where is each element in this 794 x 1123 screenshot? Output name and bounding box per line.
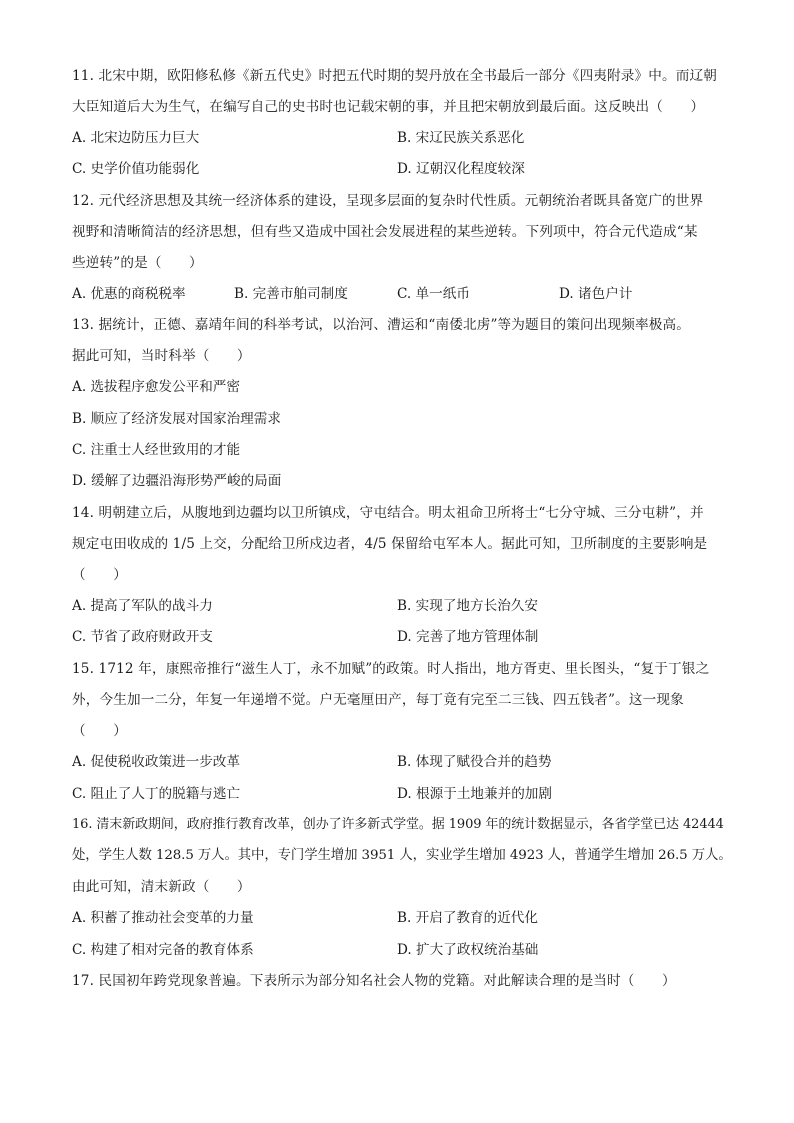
option-a: A. 提高了军队的战斗力 xyxy=(72,598,213,614)
question-stem-line: 视野和清晰简洁的经济思想，但有些又造成中国社会发展进程的某些逆转。下列项中，符合元代造成“某 xyxy=(72,224,698,240)
question-stem-line: 15. 1712 年，康熙帝推行“滋生人丁，永不加赋”的政策。时人指出，地方胥吏、里长图头，“复于丁银之 xyxy=(72,661,710,677)
option-c: C. 注重士人经世致用的才能 xyxy=(72,442,241,458)
option-c: C. 节省了政府财政开支 xyxy=(72,629,213,645)
option-a: A. 选拔程序愈发公平和严密 xyxy=(72,379,240,395)
question-stem-line: 14. 明朝建立后，从腹地到边疆均以卫所镇戍，守屯结合。明太祖命卫所将士“七分守城、三分屯耕”，并 xyxy=(72,505,704,521)
option-c: C. 单一纸币 xyxy=(397,286,470,302)
question-stem-line: 些逆转”的是（ ） xyxy=(72,255,203,271)
option-b: B. 实现了地方长治久安 xyxy=(397,598,538,614)
option-a: A. 优惠的商税税率 xyxy=(72,286,186,302)
option-b: B. 宋辽民族关系恶化 xyxy=(397,130,525,146)
question-stem-line: （ ） xyxy=(72,723,127,739)
question-stem-line: 12. 元代经济思想及其统一经济体系的建设，呈现多层面的复杂时代性质。元朝统治者既具备宽广的世界 xyxy=(72,193,704,209)
question-stem-line: 16. 清末新政期间，政府推行教育改革，创办了许多新式学堂。据 1909 年的统计数据显示，各省学堂已达 42444 xyxy=(72,817,724,832)
option-b: B. 完善市舶司制度 xyxy=(234,286,348,302)
option-c: C. 构建了相对完备的教育体系 xyxy=(72,942,254,958)
question-stem-line: 据此可知，当时科举（ ） xyxy=(72,348,251,364)
question-stem-line: 外，今生加一二分，年复一年递增不觉。户无毫厘田产，每丁竟有完至二三钱、四五钱者”。这一现象 xyxy=(72,692,684,708)
question-stem-line: 11. 北宋中期，欧阳修私修《新五代史》时把五代时期的契丹放在全书最后一部分《四夷附录》中。而辽朝 xyxy=(72,68,718,84)
option-b: B. 体现了赋役合并的趋势 xyxy=(397,754,552,770)
option-a: A. 促使税收政策进一步改革 xyxy=(72,754,240,770)
option-b: B. 顺应了经济发展对国家治理需求 xyxy=(72,411,281,427)
question-stem-line: 规定屯田收成的 1/5 上交，分配给卫所戍边者，4/5 保留给屯军本人。据此可知，卫所制度的主要影响是 xyxy=(72,536,708,552)
question-stem-line: （ ） xyxy=(72,567,127,583)
question-stem-line: 由此可知，清末新政（ ） xyxy=(72,879,251,895)
question-stem-line: 13. 据统计，正德、嘉靖年间的科举考试，以治河、漕运和“南倭北虏”等为题目的策问出现频率极高。 xyxy=(72,317,690,333)
option-a: A. 积蓄了推动社会变革的力量 xyxy=(72,910,254,926)
question-stem-line: 大臣知道后大为生气，在编写自己的史书时也记载宋朝的事，并且把宋朝放到最后面。这反映出（ ） xyxy=(72,99,705,115)
option-d: D. 根源于土地兼并的加剧 xyxy=(397,786,552,802)
option-c: C. 阻止了人丁的脱籍与逃亡 xyxy=(72,786,241,802)
option-c: C. 史学价值功能弱化 xyxy=(72,161,200,177)
question-stem-line: 17. 民国初年跨党现象普遍。下表所示为部分知名社会人物的党籍。对此解读合理的是当时（ ） xyxy=(72,973,676,989)
option-d: D. 辽朝汉化程度较深 xyxy=(397,161,525,177)
option-a: A. 北宋边防压力巨大 xyxy=(72,130,200,146)
option-d: D. 扩大了政权统治基础 xyxy=(397,942,539,958)
option-d: D. 缓解了边疆沿海形势严峻的局面 xyxy=(72,473,282,489)
option-d: D. 完善了地方管理体制 xyxy=(397,629,539,645)
question-stem-line: 处，学生人数 128.5 万人。其中，专门学生增加 3951 人，实业学生增加 4923 人，普通学生增加 26.5 万人。 xyxy=(72,848,732,863)
option-d: D. 诸色户计 xyxy=(559,286,633,302)
option-b: B. 开启了教育的近代化 xyxy=(397,910,538,926)
